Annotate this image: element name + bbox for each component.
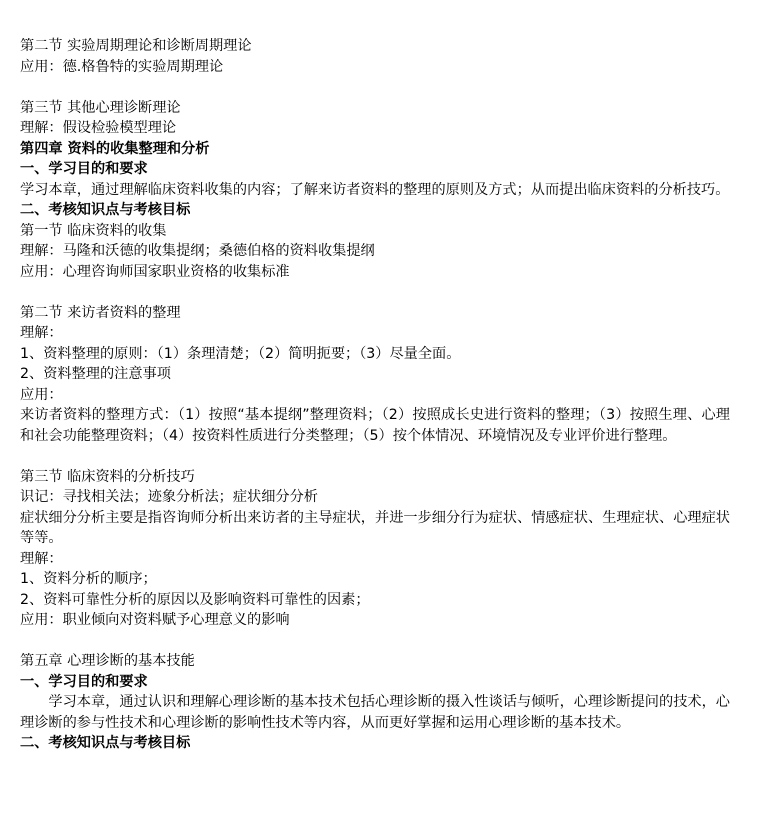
blank-line [20, 631, 730, 652]
text-line: 应用：德.格鲁特的实验周期理论 [20, 58, 224, 75]
blank-line [20, 282, 730, 303]
text-line: 1、资料整理的原则：（1）条理清楚；（2）简明扼要；（3）尽量全面。 [20, 345, 461, 362]
subheading: 二、考核知识点与考核目标 [20, 735, 191, 751]
paragraph: 学习本章，通过认识和理解心理诊断的基本技术包括心理诊断的摄入性谈话与倾听，心理诊断提问的技术，心理诊断的参与性技术和心理诊断的影响性技术等内容，从而更好掌握和运用心理诊断的基本技术。 [20, 694, 730, 731]
text-line: 1、资料分析的顺序； [20, 571, 157, 587]
blank-line [20, 446, 730, 467]
subheading: 一、学习目的和要求 [20, 161, 148, 177]
paragraph: 症状细分分析主要是指咨询师分析出来访者的主导症状，并进一步细分行为症状、情感症状、生理症状、心理症状等等。 [20, 509, 730, 546]
text-line: 应用：心理咨询师国家职业资格的收集标准 [20, 263, 290, 280]
blank-line [20, 77, 730, 98]
subheading: 一、学习目的和要求 [20, 673, 148, 690]
section-heading: 第三节 临床资料的分析技巧 [20, 468, 195, 485]
text-line: 理解：马隆和沃德的收集提纲；桑德伯格的资料收集提纲 [20, 243, 375, 259]
section-heading: 第三节 其他心理诊断理论 [20, 99, 181, 116]
text-line: 应用：职业倾向对资料赋予心理意义的影响 [20, 612, 290, 628]
section-heading: 第二节 来访者资料的整理 [20, 304, 181, 321]
chapter-heading: 第四章 资料的收集整理和分析 [20, 140, 210, 157]
text-line: 理解： [20, 550, 63, 567]
text-line: 识记：寻找相关法；迹象分析法；症状细分分析 [20, 489, 318, 505]
text-line: 应用： [20, 386, 63, 403]
document-body [20, 36, 730, 754]
paragraph: 学习本章，通过理解临床资料收集的内容；了解来访者资料的整理的原则及方式；从而提出临床资料的分析技巧。 [20, 181, 730, 198]
text-line: 2、资料整理的注意事项 [20, 366, 171, 382]
text-line: 理解：假设检验模型理论 [20, 120, 177, 136]
section-heading: 第一节 临床资料的收集 [20, 222, 167, 239]
section-heading: 第二节 实验周期理论和诊断周期理论 [20, 38, 252, 54]
chapter-heading: 第五章 心理诊断的基本技能 [20, 653, 195, 669]
paragraph: 来访者资料的整理方式：（1）按照“基本提纲”整理资料；（2）按照成长史进行资料的整理；（3）按照生理、心理和社会功能整理资料；（4）按资料性质进行分类整理；（5）按个体情况、环境情况及专业评价进行整理。 [20, 407, 730, 444]
text-line: 2、资料可靠性分析的原因以及影响资料可靠性的因素； [20, 591, 370, 608]
text-line: 理解： [20, 325, 63, 341]
subheading: 二、考核知识点与考核目标 [20, 202, 191, 218]
